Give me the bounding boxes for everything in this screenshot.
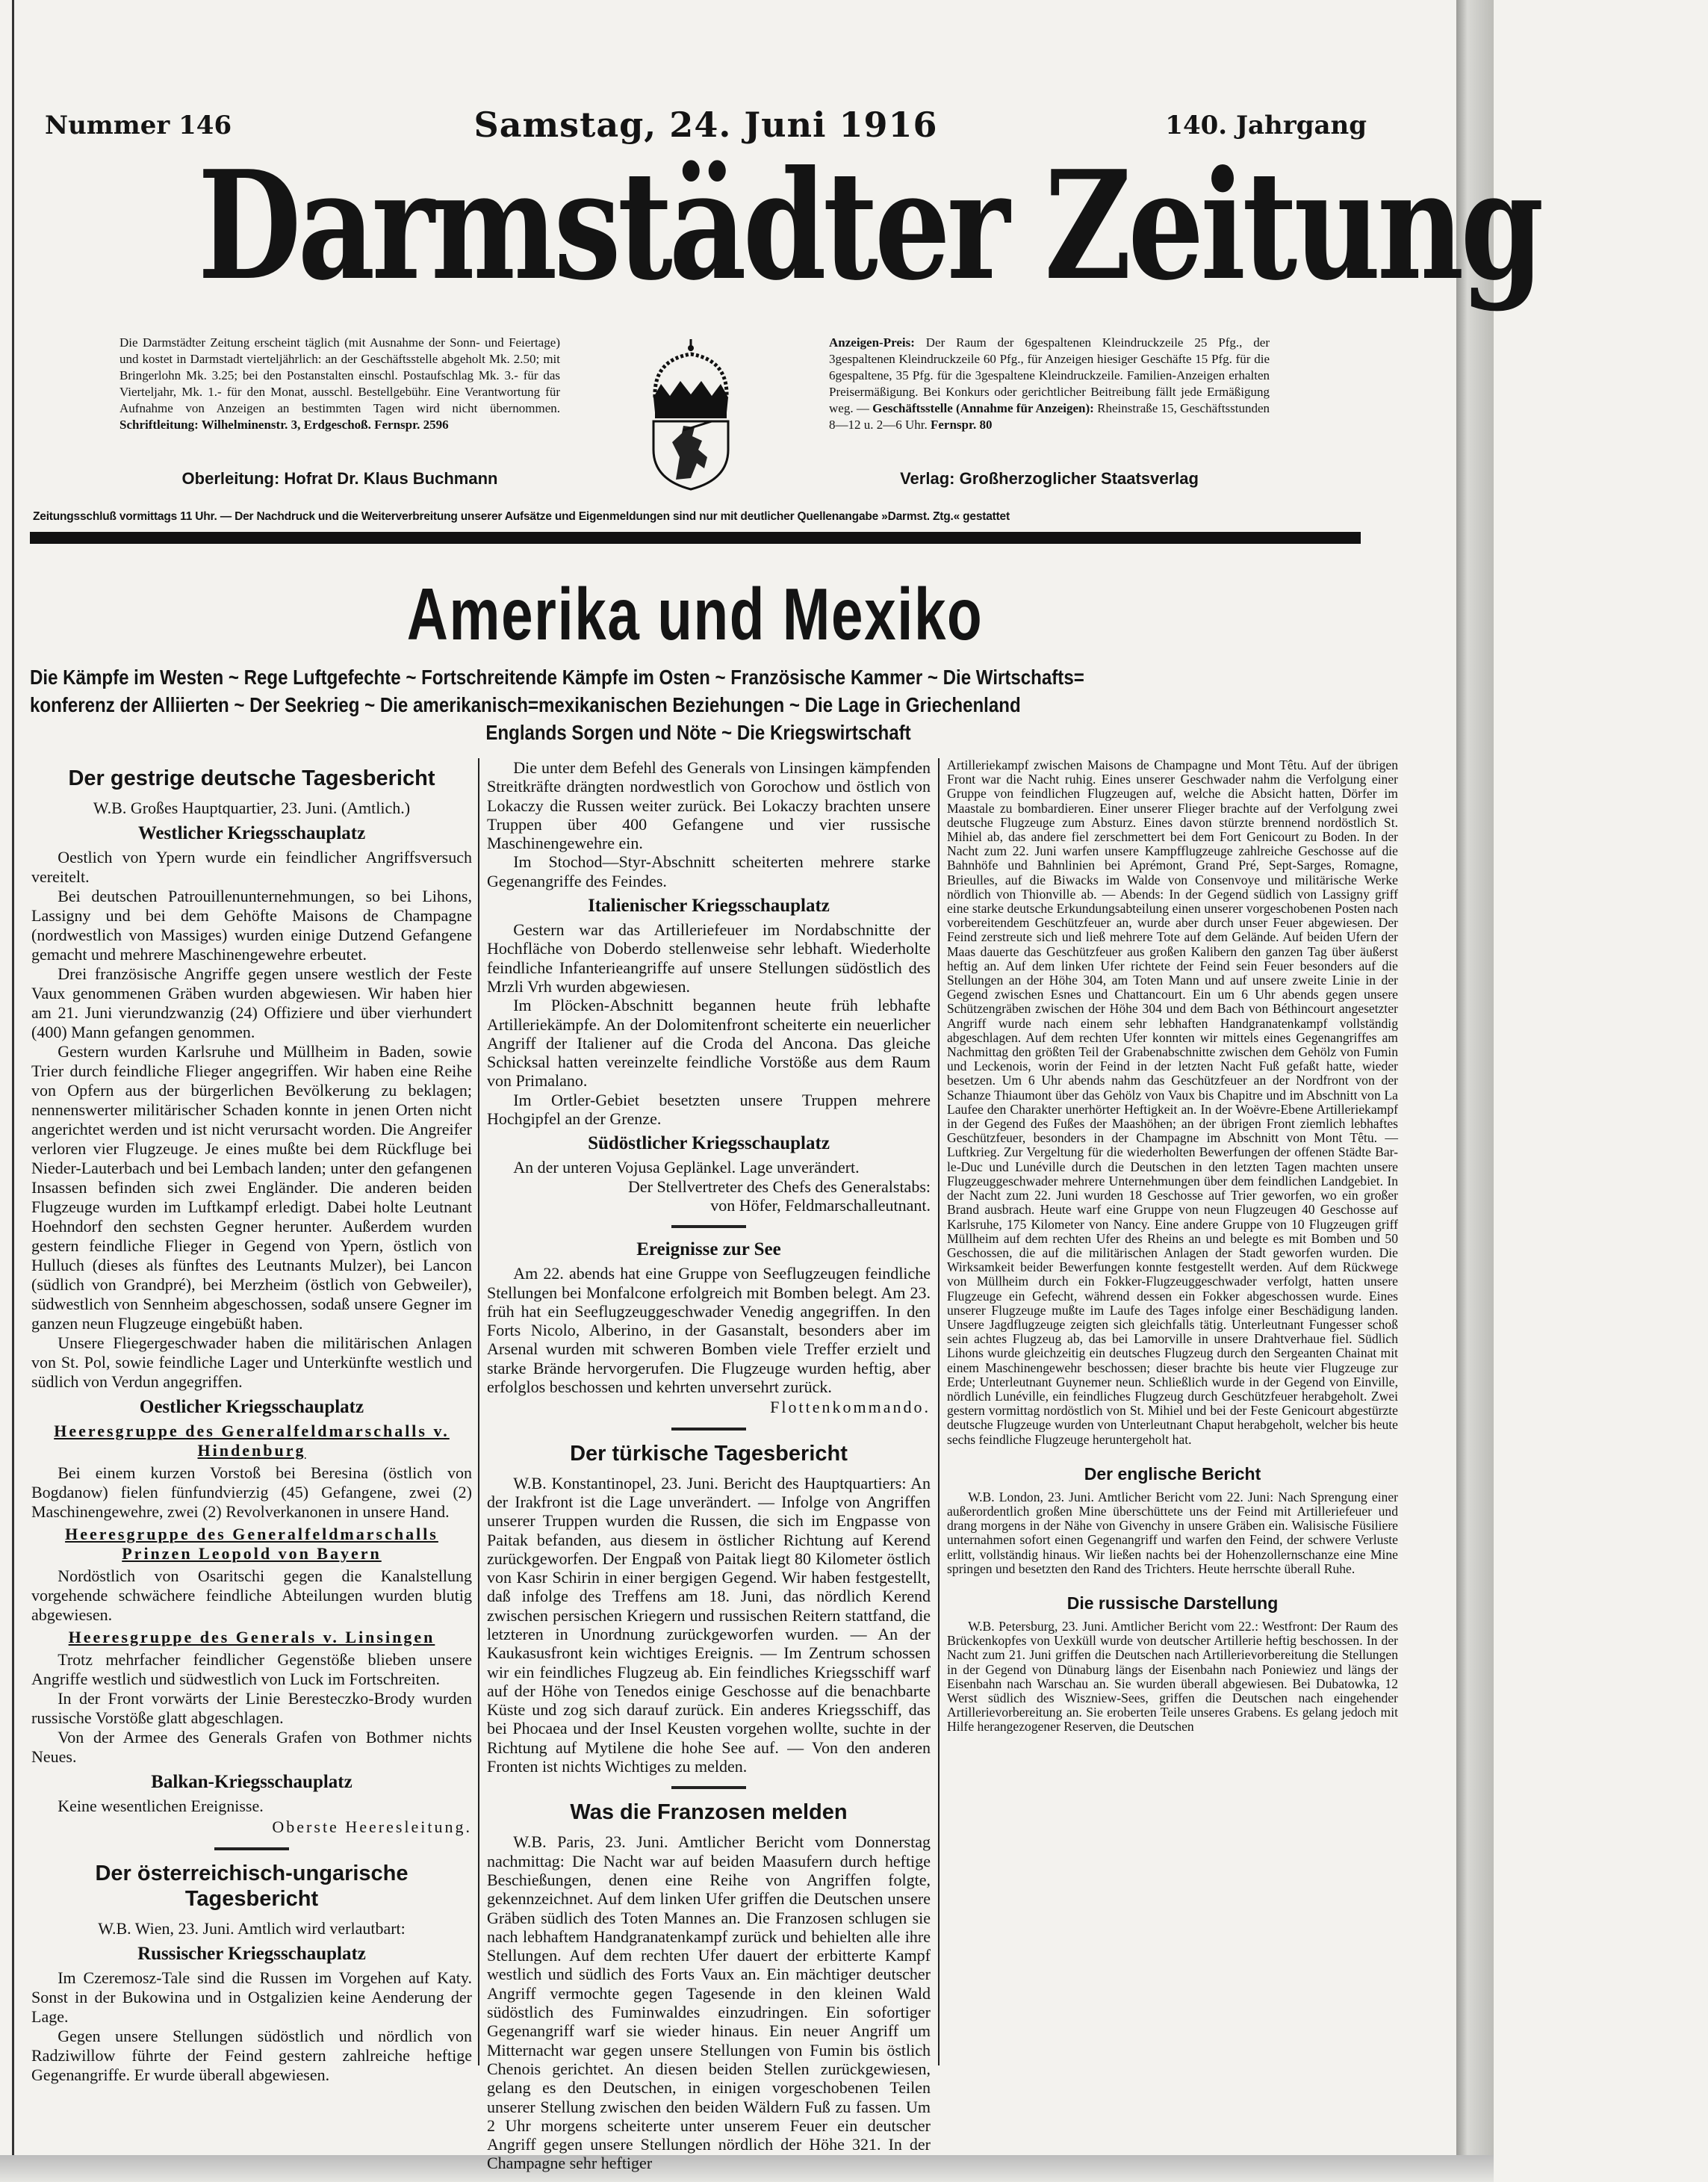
section-rule (671, 1428, 746, 1431)
paragraph: In der Front vorwärts der Linie Beresteczko-Brody wurden russische Vorstöße glatt abgeschlagen. (31, 1689, 472, 1727)
paragraph: W.B. Paris, 23. Juni. Amtlicher Bericht vom Donnerstag nachmittag: Die Nacht war auf beiden Maasufern durch heftige Beschießungen, denen eine Reihe von Angriffen folgte, gekennzeichnet. Auf dem linken Ufer griffen die Deutschen unsere Gräben südlich des Toten Mannes an. Die Franzosen schlugen sie nach lebhaftem Handgranatenkampf zurück und behielten alle ihre Stellungen. Auf dem rechten Ufer dauert der erbitterte Kampf westlich und südlich des Forts Vaux an. Ein mächtiger deutscher Angriff vermochte gegen Tagesende in den kleinen Wald südöstlich des Fuminwaldes einzudringen. Ein sofortiger Gegenangriff warf sie wieder hinaus. Ein neuer Angriff um Mitternacht war gegen unsere Stellungen von Fumin bis östlich Chenois gerichtet. An diesen beiden Stellen zurückgewiesen, gelang es den Deutschen, in einigen vorgeschobenen Teilen unserer Stellung zwischen den beiden Wäldern Fuß zu fassen. Um 2 Uhr morgens scheiterte unter unserem Feuer ein deutscher Angriff gegen unsere Stellungen nördlich der Höhe 321. In der Champagne sehr heftiger (487, 1832, 931, 2173)
reprint-notice: Zeitungsschluß vormittags 11 Uhr. — Der Nachdruck und die Weiterverbreitung unserer Aufsätze und Eigenmeldungen sind nur mit deutlicher Quellenangabe »Darmst. Ztg.« gestattet (33, 510, 1010, 523)
paragraph: Oestlich von Ypern wurde ein feindlicher Angriffsversuch vereitelt. (31, 848, 472, 886)
paragraph: Keine wesentlichen Ereignisse. (58, 1797, 264, 1815)
subscription-text: Die Darmstädter Zeitung erscheint täglich (mit Ausnahme der Sonn- und Feiertage) und kostet in Darmstadt vierteljährlich: an der Geschäftsstelle abgeholt Mk. 2.50; mit Bringerlohn Mk. 3.25; bei den Postanstalten einschl. Postaufschlag Mk. 3.- für das Vierteljahr, Mk. 1.- für den Monat, ausschl. Bestellgebühr. Eine Verantwortung für Aufnahme von Anzeigen an bestimmten Tagen wird nicht übernommen. (119, 335, 560, 415)
issue-number: Nummer 146 (45, 111, 232, 140)
main-headline-wrap (30, 572, 1361, 657)
business-office-address: Rheinstraße 15, Geschäftsstunden 8—12 u. 2—6 Uhr. (829, 401, 1270, 432)
army-group-heading: Heeresgruppe des Generalfeldmarschalls Prinzen Leopold von Bayern (65, 1525, 438, 1563)
paragraph: W.B. Petersburg, 23. Juni. Amtlicher Bericht vom 22.: Westfront: Der Raum des Brückenkopfes von Uexküll wurde von deutscher Artillerie heftig beschossen. In der Nacht zum 21. Juni griffen die Deutschen nach Artillerievorbereitung die Stellungen in der Gegend von Dünaburg längs der Eisenbahn nach Poniewiez und längs der Eisenbahn nach Warschau an. Sie wurden überall abgewiesen. Bei Dubatowka, 12 Werst südlich des Wiszniew-Sees, griffen die Deutschen nach eingehender Artillerievorbereitung an. Sie eroberten Teile unseres Grabens. Es gelang jedoch mit Hilfe herangezogener Reserven, die Deutschen (947, 1618, 1398, 1735)
section-rule (214, 1847, 289, 1850)
subscription-info (119, 335, 560, 433)
article-headline: Der türkische Tagesbericht (570, 1441, 848, 1466)
section-heading: Ereignisse zur See (636, 1239, 781, 1260)
article-headline: Der englische Bericht (1084, 1463, 1261, 1484)
paragraph: Unsere Fliegergeschwader haben die militärischen Anlagen von St. Pol, sowie feindliche Lager und Unterkünfte westlich und südlich von Verdun angegriffen. (31, 1333, 472, 1391)
paragraph: Artilleriekampf zwischen Maisons de Champagne und Mont Têtu. Auf der übrigen Front war die Nacht ruhig. Eines unserer Geschwader nahm die Verfolgung einer Gruppe von feindlichen Flugzeugen auf, welche die Absicht hatten, Dörfer im Maastale zu bombardieren. Einer unserer Flieger brachte auf der Verfolgung zwei deutsche Flugzeuge zum Absturz. Eines davon stürzte brennend nordöstlich St. Mihiel ab, das andere fiel zerschmettert bei dem Fort Genicourt zu Boden. In der Nacht zum 22. Juni warfen unsere Kampfflugzeuge zahlreiche Geschosse auf die Bahnhöfe und Bahnlinien bei Aprémont, Grand Pré, Sept-Sarges, Romagne, Brieulles, auf die Biwacks im Walde von Consenvoye und militärische Werke nördlich von Thionville ab. — Abends: In der Gegend südlich von Lassigny griff eine starke deutsche Erkundungsabteilung einen unserer vorgeschobenen Posten nach vorbereitendem Geschützfeuer an, wurde aber durch unser Feuer abgewiesen. Der Feind zerstreute sich und ließ mehrere Tote auf dem Gelände. Auf beiden Ufern der Maas dauerte das Geschützfeuer aus großen Kalibern den ganzen Tag über äußerst heftig an. Auf dem linken Ufer richtete der Feind sein Feuer besonders auf die Stellungen an der Höhe 304, am Toten Mann und auf unsere zweite Linie in der Gegend zwischen Esnes und Chattancourt. Ein um 6 Uhr abends gegen unsere Schützengräben zwischen der Höhe 304 und dem Bach von Béthincourt angesetzter Angriff wurde nach einem sehr lebhaften Handgranatenkampf vollständig abgeschlagen. Auf dem rechten Ufer konnten wir mittels eines Gegenangriffes am Nachmittag den größten Teil der Grabenabschnitte zwischen dem Gehölz von Fumin und Leckenois, worin der Feind in der letzten Nacht Fuß gefaßt hatte, wieder besetzen. Um 6 Uhr abends nahm das Geschützfeuer an der Nordfront von der Schanze Thiaumont über das Gehölz von Vaux bis Chapitre und im Abschnitt von La Laufee den Charakter unerhörter Heftigkeit an. In der Woëvre-Ebene Artilleriekampf in der Gegend des Fußes der Maashöhen; an der übrigen Front ziemlich lebhaftes Geschützfeuer, besonders in der Champagne im Abschnitt von Mont Têtu. — Luftkrieg. Zur Vergeltung für die wiederholten Bewerfungen der offenen Städte Bar-le-Duc und Lunéville durch die Deutschen in den letzten Tagen machten unsere Flugzeuggeschwader mehrere Unternehmungen über dem feindlichen Landgebiet. In der Nacht zum 22. Juni wurden 18 Geschosse auf Trier geworfen, wo ein großer Brand ausbrach. Heute warf eine Gruppe von neun Flugzeugen 40 Geschosse auf Karlsruhe, 175 Kilometer von Nancy. Eine andere Gruppe von 10 Flugzeugen griff Müllheim auf dem rechten Ufer des Rheins an und belegte es mit Bomben und 50 Geschossen, die auf die militärischen Anlagen der Stadt geworfen wurden. Die Wirksamkeit beider Bewerfungen konnte festgestellt werden. Auf dem Rückwege von Müllheim durch ein Fokker-Flugzeuggeschwader verfolgt, hatten unsere Flugzeuge ein Gefecht, während dessen ein Fokker abgeschossen wurde. Eines unserer Flugzeuge mußte im Laufe des Tages infolge einer Beschädigung landen. Unsere Jagdflugzeuge zeigten sich gleichfalls tätig. Unterleutnant Fungesser schoß sein achtes Flugzeug ab, das bei Lamorville in unsere Drahtverhaue fiel. Südlich Lihons wurde gleichzeitig ein deutsches Flugzeug durch den Sergeanten Chainat mit einem Maschinengewehr beschossen; dieser brachte bis heute vier Flugzeuge zur Erde; Unterleutnant Guynemer neun. Schließlich wurde in der Gegend von Einville, nördlich Lunéville, ein feindliches Flugzeug durch Geschützfeuer herabgeholt. Zwei gestern vormittag nordöstlich von St. Mihiel und bei der Feste Genicourt abgestürzte deutsche Flugzeuge wurden von Unterleutnant Chaput herabgeholt, welcher bis heute sechs feindliche Flugzeuge heruntergeholt hat. (947, 757, 1398, 1447)
chief-editor: Oberleitung: Hofrat Dr. Klaus Buchmann (181, 469, 498, 488)
masthead-divider (30, 532, 1361, 544)
article-column-2 (487, 758, 931, 2173)
paragraph: Die unter dem Befehl des Generals von Linsingen kämpfenden Streitkräfte drängten nordwestlich von Gorochow und östlich von Lokaczy die Russen weiter zurück. Bei Lokaczy brachten unsere Truppen über 400 Gefangene und vier russische Maschinengewehre ein. (487, 758, 931, 853)
business-office-phone: Fernspr. 80 (931, 418, 993, 432)
article-headline: Der gestrige deutsche Tagesbericht (68, 766, 435, 790)
signature: Flottenkommando. (770, 1398, 931, 1417)
paragraph: Gestern war das Artilleriefeuer im Nordabschnitte der Hochfläche von Doberdo stellenweise sehr lebhaft. Wiederholte feindliche Infanterieangriffe auf unsere Stellungen südöstlich des Mrzli Vrh wurden abgewiesen. (487, 920, 931, 996)
ad-price-label: Anzeigen-Preis: (829, 335, 915, 350)
section-heading: Westlicher Kriegsschauplatz (137, 823, 366, 843)
paragraph: Im Ortler-Gebiet besetzten unsere Truppen mehrere Hochgipfel an der Grenze. (487, 1090, 931, 1129)
paragraph: Trotz mehrfacher feindlicher Gegenstöße blieben unsere Angriffe westlich und südwestlich von Luck im Fortschreiten. (31, 1650, 472, 1688)
article-headline: Die russische Darstellung (1066, 1593, 1279, 1613)
article-headline: Was die Franzosen melden (570, 1800, 848, 1825)
business-office-label: Geschäftsstelle (Annahme für Anzeigen): (872, 401, 1094, 415)
publisher: Verlag: Großherzoglicher Staatsverlag (900, 469, 1199, 488)
article-headline: Der österreichisch-ungarische Tagesbericht (95, 1862, 409, 1911)
paragraph: Gestern wurden Karlsruhe und Müllheim in Baden, sowie Trier durch feindliche Flieger angegriffen. Wir haben eine Reihe von Opfern aus der bürgerlichen Bevölkerung zu beklagen; nennenswerter militärischer Schaden konnte in jenen Orten nicht angerichtet werden und ist nicht verursacht worden. Die Angreifer verloren vier Flugzeuge. Je eines mußte bei dem Rückfluge bei Nieder-Lauterbach und bei Lembach landen; unter den gefangenen Insassen befinden sich zwei Engländer. Die anderen beiden Flugzeuge wurden im Luftkampf erledigt. Dabei holte Leutnant Hoehndorf den sechsten Gegner herunter. Außerdem wurden gestern feindliche Flieger in Gegend von Ypern, östlich von Hulluch (dieses als fünftes des Leutnants Mulzer), bei Lancon (südlich von Grandpré), bei Merzheim (östlich von Gebweiler), südwestlich von Sennheim abgeschossen, sodaß unsere Gegner im ganzen neun Flugzeuge eingebüßt haben. (31, 1042, 472, 1333)
army-group-heading: Heeresgruppe des Generalfeldmarschalls v. Hindenburg (54, 1422, 450, 1460)
paragraph: Bei einem kurzen Vorstoß bei Beresina (östlich von Bogdanow) fielen fünfundvierzig (45) Gefangene, zwei (2) Maschinengewehre, zwei (2) Revolverkanonen in unsere Hand. (31, 1463, 472, 1521)
column-divider (478, 758, 479, 2065)
paragraph: Im Stochod—Styr-Abschnitt scheiterten mehrere starke Gegenangriffe des Feindes. (487, 852, 931, 890)
army-group-heading: Heeresgruppe des Generals v. Linsingen (68, 1628, 435, 1646)
dateline: W.B. Wien, 23. Juni. Amtlich wird verlautbart: (98, 1919, 406, 1938)
coat-of-arms-icon (639, 338, 743, 491)
main-headline: Amerika und Mexiko (407, 573, 984, 655)
contents-line: Die Kämpfe im Westen ~ Rege Luftgefechte ~ Fortschreitende Kämpfe im Osten ~ Französische Kammer ~ Die Wirtschafts= (30, 666, 1084, 689)
contents-line: Englands Sorgen und Nöte ~ Die Kriegswirtschaft (485, 721, 911, 744)
column-divider (938, 758, 940, 2065)
section-rule (671, 1786, 746, 1789)
paragraph: Bei deutschen Patrouillenunternehmungen, so bei Lihons, Lassigny und bei dem Gehöfte Maisons de Champagne (nordwestlich von Massiges) wurden einige Dutzend Gefangene gemacht und mehrere Maschinengewehre erbeutet. (31, 887, 472, 964)
paragraph: Am 22. abends hat eine Gruppe von Seeflugzeugen feindliche Stellungen bei Monfalcone erfolgreich mit Bomben belegt. Am 23. früh hat ein Seeflugzeuggeschwader Venedig angegriffen. In den Forts Nicolo, Alberino, in der Gasanstalt, besonders aber im Arsenal wurden mit schweren Bomben viele Treffer erzielt und starke Brände hervorgerufen. Die Flugzeuge wurden heftig, aber erfolglos beschossen und kehrten unversehrt zurück. (487, 1264, 931, 1397)
paragraph: Gegen unsere Stellungen südöstlich und nördlich von Radziwillow führte der Feind gestern zahlreiche heftige Gegenangriffe. Er wurde überall abgewiesen. (31, 2027, 472, 2084)
advertising-info (829, 335, 1270, 433)
newspaper-title: Darmstädter Zeitung (197, 138, 1541, 314)
signature: Der Stellvertreter des Chefs des Generalstabs: (627, 1177, 931, 1196)
page-left-border (12, 0, 14, 2182)
volume-number: 140. Jahrgang (1165, 111, 1367, 140)
editorial-office-contact: Schriftleitung: Wilhelminenstr. 3, Erdgeschoß. Fernspr. 2596 (119, 418, 449, 432)
section-heading: Italienischer Kriegsschauplatz (588, 896, 830, 917)
binding-edge (1456, 0, 1494, 2182)
paragraph: Nordöstlich von Osaritschi gegen die Kanalstellung vorgehende schwächere feindliche Abteilungen wurden blutig abgewiesen. (31, 1566, 472, 1624)
section-heading: Russischer Kriegsschauplatz (137, 1944, 366, 1964)
section-heading: Balkan-Kriegsschauplatz (151, 1772, 353, 1792)
dateline: W.B. Großes Hauptquartier, 23. Juni. (Amtlich.) (93, 799, 411, 817)
article-column-3 (947, 758, 1398, 2069)
ad-price-text: Der Raum der 6gespaltenen Kleindruckzeile 25 Pfg., der 3gespaltenen Kleindruckzeile 60 Pfg., für Anzeigen hiesiger Geschäfte 15 Pfg. für die 6gespaltene, 35 Pfg. für die 3gespaltene Kleindruckzeile. Familien-Anzeigen erhalten Preisermäßigung. Bei Konkurs oder gerichtlicher Beitreibung fällt jede Ermäßigung weg. — (829, 335, 1270, 415)
paragraph: Von der Armee des Generals Grafen von Bothmer nichts Neues. (31, 1728, 472, 1766)
paragraph: Drei französische Angriffe gegen unsere westlich der Feste Vaux genommenen Gräben wurden abgewiesen. Wir haben hier am 21. Juni vierundzwanzig (24) Offiziere und über vierhundert (400) Mann gefangen genommen. (31, 964, 472, 1041)
section-heading: Oestlicher Kriegsschauplatz (139, 1397, 364, 1417)
paragraph: W.B. Konstantinopel, 23. Juni. Bericht des Hauptquartiers: An der Irakfront ist die Lage unverändert. — Infolge von Angriffen unserer Truppen wurden die Russen, die sich im Engpasse von Paitak befanden, aus diesem in östlicher Richtung auf Kerend zurückgeworfen. Der Engpaß von Paitak liegt 80 Kilometer östlich von Kasr Schirin in einer bergigen Gegend. Wir haben festgestellt, daß infolge des Treffens am 18. Juni, das nördlich Kerend zwischen persischen Kriegern und russischen Reitern stattfand, die letzteren in Unordnung zurückgeworfen wurden. — An der Kaukasusfront kein wichtiges Ereignis. — Im Zentrum schossen wir ein feindliches Flugzeug ab. Ein feindliches Kriegsschiff warf auf der Höhe von Tenedos einige Geschosse auf die benachbarte Küste und zog sich darauf zurück. Ein anderes Kriegsschiff, das bei Phocaea und der Insel Keusten vorgehen wollte, suchte in der Richtung auf Mytilene die hohe See auf. — Von den anderen Fronten ist nichts Wichtiges zu melden. (487, 1473, 931, 1776)
paragraph: Im Czeremosz-Tale sind die Russen im Vorgehen auf Katy. Sonst in der Bukowina und in Ostgalizien keine Aenderung der Lage. (31, 1968, 472, 2026)
masthead (30, 138, 1541, 314)
section-heading: Südöstlicher Kriegsschauplatz (588, 1133, 830, 1154)
signature: Oberste Heeresleitung. (272, 1817, 472, 1836)
paragraph: An der unteren Vojusa Geplänkel. Lage unverändert. (513, 1158, 860, 1177)
signature: von Höfer, Feldmarschalleutnant. (710, 1195, 931, 1215)
article-column-1 (31, 758, 472, 2084)
section-rule (671, 1225, 746, 1228)
contents-line: konferenz der Alliierten ~ Der Seekrieg ~ Die amerikanisch=mexikanischen Beziehungen ~ Die Lage in Griechenland (30, 693, 1021, 716)
paragraph: W.B. London, 23. Juni. Amtlicher Bericht vom 22. Juni: Nach Sprengung einer außerordentlich großen Mine überschüttete uns der Feind mit Artilleriefeuer und drang morgens in der Nähe von Givenchy in unsere Gräben ein. Walisische Füsiliere unternahmen sofort einen Gegenangriff und warfen den Feind, der schwere Verluste erlitt, vollständig hinaus. Wir ließen nachts bei der Hohenzollernschanze eine Mine springen und besetzten den Rand des Trichters. Heute herrschte überall Ruhe. (947, 1489, 1398, 1576)
contents-summary (30, 663, 1367, 746)
paragraph: Im Plöcken-Abschnitt begannen heute früh lebhafte Artilleriekämpfe. An der Dolomitenfront scheiterte ein neuerlicher Angriff der Italiener auf die Croda del Ancona. Das gleiche Schicksal hatten vereinzelte feindliche Vorstöße aus dem Raum von Primalano. (487, 996, 931, 1091)
issue-date: Samstag, 24. Juni 1916 (473, 105, 938, 145)
